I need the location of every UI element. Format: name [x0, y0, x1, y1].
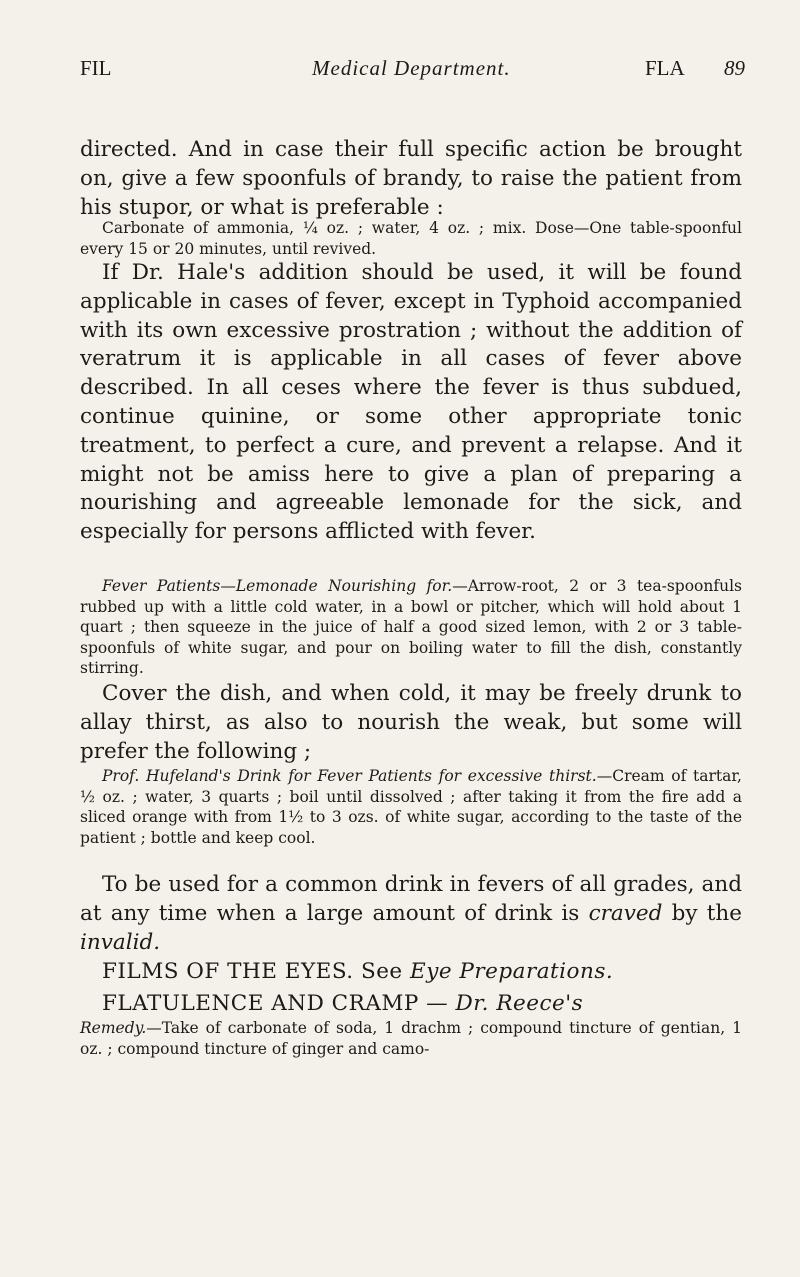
- cross-reference-eye-preparations: Eye Preparations.: [410, 959, 614, 984]
- entry-films-of-the-eyes: FILMS OF THE EYES. See Eye Preparations.: [102, 959, 614, 984]
- recipe-reece-remedy: [80, 1018, 742, 1059]
- paragraph-directed: directed. And in case their full specific action be brought on, give a few spoonfuls of brandy, to raise the patient from his stupor, or what is preferable :: [80, 137, 742, 220]
- recipe-lemonade: [80, 576, 742, 679]
- recipe-reece-title: Remedy.: [80, 1019, 147, 1037]
- header-right-guide-word: FLA: [645, 56, 685, 80]
- running-header: [80, 56, 745, 86]
- recipe-reece-text: —Take of carbonate of soda, 1 drachm ; compound tincture of gentian, 1 oz. ; compound tincture of ginger and camo-: [80, 1019, 742, 1058]
- recipe-hufeland-drink: [80, 766, 742, 848]
- paragraph-common-drink: To be used for a common drink in fevers of all grades, and at any time when a large amount of drink is craved by the invalid.: [80, 872, 742, 955]
- page-number: 89: [724, 56, 745, 80]
- entry-flatulence-and-cramp: FLATULENCE AND CRAMP — Dr. Reece's: [102, 991, 584, 1016]
- recipe-lemonade-title: Fever Patients—Lemonade Nourishing for.: [102, 577, 453, 595]
- recipe-lemonade-text: —Arrow-root, 2 or 3 tea-spoonfuls rubbed up with a little cold water, in a bowl or pitcher, which will hold about 1 quart ; then squeeze in the juice of half a good sized lemon, with 2 or 3 table-spoonfuls of white sugar, and pour on boiling water to fill the dish, constantly stirring.: [80, 577, 742, 677]
- recipe-hufeland-title: Prof. Hufeland's Drink for Fever Patients for excessive thirst.: [102, 767, 597, 785]
- recipe-hufeland-text: —Cream of tartar, ½ oz. ; water, 3 quarts ; boil until dissolved ; after taking it from the fire add a sliced orange with from 1½ to 3 ozs. of white sugar, according to the taste of the patient ; bottle and keep cool.: [80, 767, 742, 847]
- paragraph-cover-dish: Cover the dish, and when cold, it may be freely drunk to allay thirst, as also to nourish the weak, but some will prefer the following ;: [80, 681, 742, 764]
- paragraph-dr-hale-addition: If Dr. Hale's addition should be used, it will be found applicable in cases of fever, except in Typhoid accompanied with its own excessive prostration ; without the addition of veratrum it is applicable in all cases of fever above described. In all ceses where the fever is thus subdued, continue quinine, or some other appropriate tonic treatment, to perfect a cure, and prevent a relapse. And it might not be amiss here to give a plan of preparing a nourishing and agreeable lemonade for the sick, and especially for persons afflicted with fever.: [80, 260, 742, 545]
- header-left-guide-word: FIL: [80, 56, 112, 80]
- recipe-carbonate-ammonia: Carbonate of ammonia, ¼ oz. ; water, 4 oz. ; mix. Dose—One table-spoonful every 15 or 20 minutes, until revived.: [80, 219, 742, 258]
- header-section-title: Medical Department.: [312, 56, 511, 80]
